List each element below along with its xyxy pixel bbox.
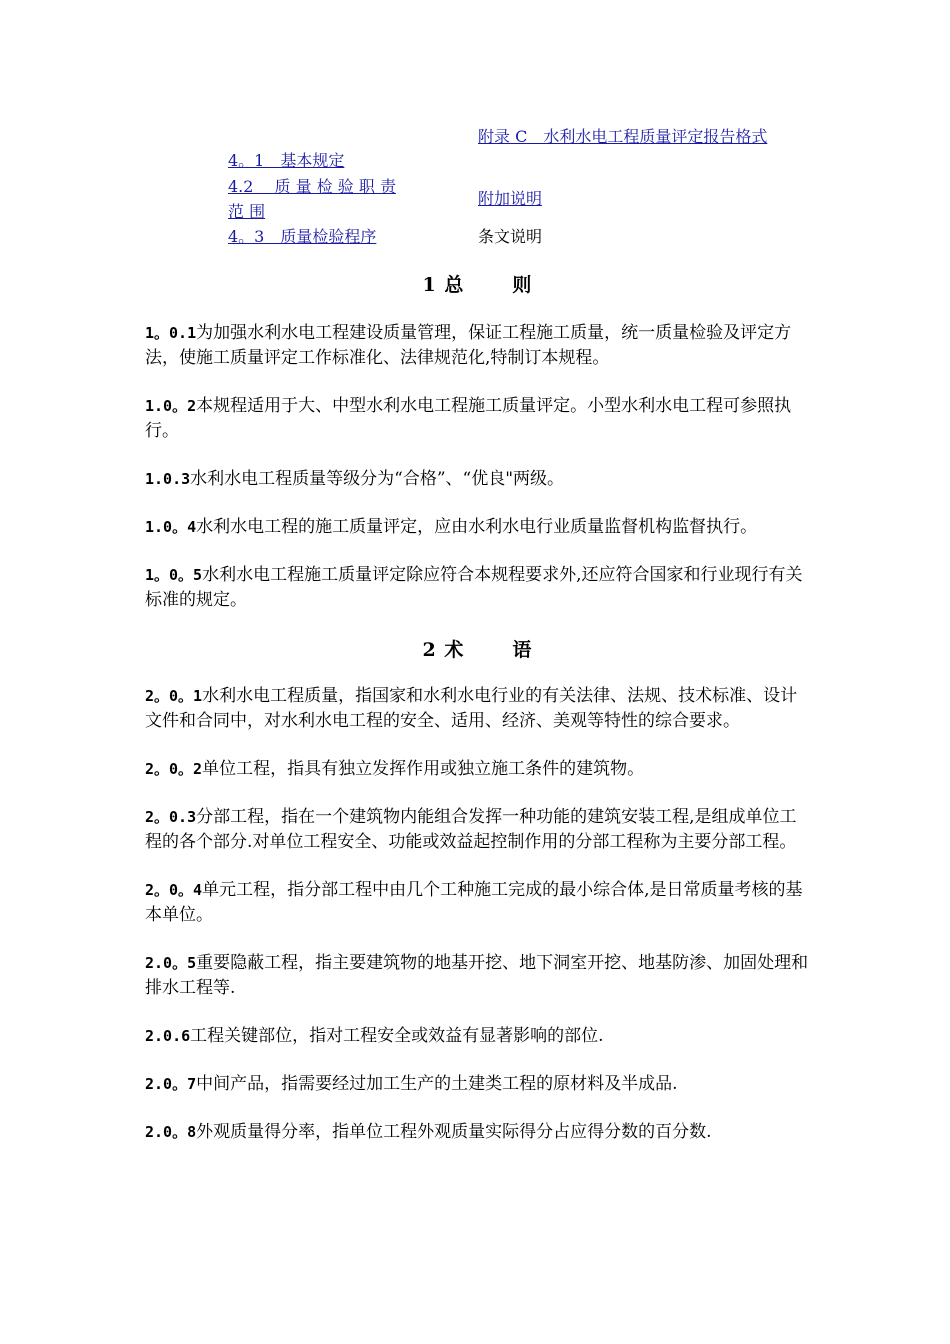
- clause-2-0-1: 2。0。1水利水电工程质量，指国家和水利水电行业的有关法律、法规、技术标准、设计文件和合同中，对水利水电工程的安全、适用、经济、美观等特性的综合要求。: [145, 686, 798, 731]
- clause-1-0-5: 1。0。5水利水电工程施工质量评定除应符合本规程要求外,还应符合国家和行业现行有关标准的规定。: [145, 565, 803, 610]
- toc-link-4-1[interactable]: 4。1 基本规定: [228, 151, 345, 170]
- toc-link-4-3[interactable]: 4。3 质量检验程序: [228, 227, 377, 246]
- clause-2-0-2: 2。0。2单位工程，指具有独立发挥作用或独立施工条件的建筑物。: [145, 759, 645, 779]
- section-heading-terms: 2 术 语: [422, 639, 533, 661]
- toc-item-article-notes: 条文说明: [478, 227, 543, 246]
- clause-2-0-4: 2。0。4单元工程，指分部工程中由几个工种施工完成的最小综合体,是日常质量考核的基本单位。: [145, 880, 803, 925]
- clause-2-0-8: 2.0。8外观质量得分率，指单位工程外观质量实际得分占应得分数的百分数.: [145, 1122, 712, 1142]
- section-heading-general: 1 总 则: [422, 274, 533, 296]
- toc-link-4-2[interactable]: 4.2 质 量 检 验 职 责 范 围: [228, 177, 396, 221]
- clause-2-0-5: 2.0。5重要隐蔽工程，指主要建筑物的地基开挖、地下洞室开挖、地基防渗、加固处理和排水工程等.: [145, 953, 809, 998]
- document-body: [145, 270, 810, 1145]
- clause-2-0-3: 2。0.3分部工程，指在一个建筑物内能组合发挥一种功能的建筑安装工程,是组成单位工程的各个部分.对单位工程安全、功能或效益起控制作用的分部工程称为主要分部工程。: [145, 807, 797, 852]
- clause-1-0-3: 1.0.3水利水电工程质量等级分为“合格”、“优良"两级。: [145, 469, 565, 489]
- toc-link-additional-notes[interactable]: 附加说明: [478, 189, 543, 208]
- clause-2-0-7: 2.0。7中间产品，指需要经过加工生产的土建类工程的原材料及半成品.: [145, 1074, 678, 1094]
- clause-1-0-2: 1.0。2本规程适用于大、中型水利水电工程施工质量评定。小型水利水电工程可参照执行。: [145, 396, 792, 441]
- clause-1-0-1: 1。0.1为加强水利水电工程建设质量管理，保证工程施工质量，统一质量检验及评定方法，使施工质量评定工作标准化、法律规范化,特制订本规程。: [145, 323, 792, 368]
- clause-1-0-4: 1.0。4水利水电工程的施工质量评定，应由水利水电行业质量监督机构监督执行。: [145, 517, 758, 537]
- clause-2-0-6: 2.0.6工程关键部位，指对工程安全或效益有显著影响的部位.: [145, 1026, 604, 1046]
- toc-link-appendix-c[interactable]: 附录 C 水利水电工程质量评定报告格式: [478, 127, 768, 146]
